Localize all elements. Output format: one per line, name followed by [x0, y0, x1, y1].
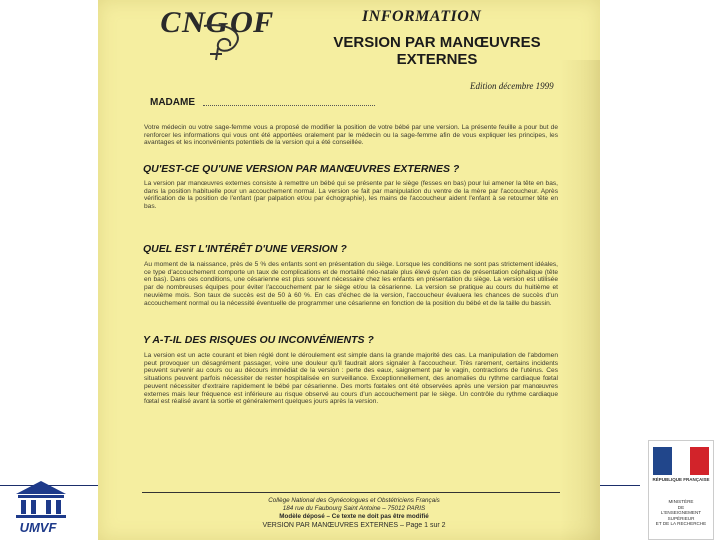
madame-label: MADAME: [150, 97, 195, 108]
section-heading-what-is: QU'EST-CE QU'UNE VERSION PAR MANŒUVRES EXTERNES ?: [143, 163, 460, 175]
information-header: INFORMATION: [362, 8, 482, 25]
republique-francaise-label: RÉPUBLIQUE FRANÇAISE: [652, 477, 710, 482]
scanned-document-page: [98, 0, 600, 540]
footer-line-page: VERSION PAR MANŒUVRES EXTERNES – Page 1 sur 2: [262, 521, 446, 529]
ministry-name: [649, 499, 713, 527]
footer-line-notice: Modèle déposé – Ce texte ne doit pas être modifié: [279, 513, 429, 521]
cngof-logo: CNGOF: [157, 6, 277, 39]
ministry-line-1: MINISTÈRE: [668, 499, 694, 504]
section-body-interest: Au moment de la naissance, près de 5 % des enfants sont en présentation du siège. Lorsque les conditions ne sont pas strictement idéales, ce type d'accouchement comporte un taux de complications et de mortalité néo-natale plus élevé qu'en cas de présentation céphalique (tête en bas). Dans ces conditions, une césarienne est plus souvent nécessaire chez les enfants en présentation du siège. La version est utilisée par de nombreuses équipes pour éviter l'accouchement par le siège et/ou la césarienne. La version se pratique au cours du huitième et neuvième mois. Son taux de succès est de 50 à 60 %. En cas d'échec de la version, l'accoucheur évaluera les chances de succès d'un accouchement normal ou la nécessité éventuelle de programmer une césarienne en fonction de la position du bébé et de la taille du bassin.: [144, 261, 558, 307]
section-body-risks: La version est un acte courant et bien réglé dont le déroulement est simple dans la grande majorité des cas. La manipulation de l'abdomen peut provoquer un désagrément passager, voire une douleur qu'il faudrait alors signaler à l'accoucheur. Très rarement, certains incidents peuvent survenir au cours ou au décours immédiat de la version : perte des eaux, saignement par le vagin, contractions de l'utérus. Ces situations peuvent parfois nécessiter de rester hospitalisée en surveillance. Exceptionnellement, des anomalies du rythme cardiaque fœtal peuvent nécessiter d'extraire rapidement le bébé par césarienne. Des morts fœtales ont été observées après une version par manœuvres externes mais leur fréquence est inférieure au risque observé au cours d'un accouchement par le siège. Un contrôle du rythme cardiaque fœtal est réalisé avant la sortie et généralement quelques jours après la version.: [144, 352, 558, 406]
footer-line-college: Collège National des Gynécologues et Obstétriciens Français: [268, 497, 440, 504]
intro-paragraph: Votre médecin ou votre sage-femme vous a proposé de modifier la position de votre bébé par une version. La présente feuille a pour but de renforcer les informations qui vous ont été apportées oralement par le médecin ou la sage-femme afin de vous expliquer les principes, les avantages et les inconvénients potentiels de la version qui a été conseillée.: [144, 124, 558, 147]
edition-date: Edition décembre 1999: [470, 81, 554, 91]
ministry-logo: [648, 440, 714, 540]
document-title: [292, 34, 582, 68]
cngof-swirl-icon: [196, 22, 256, 62]
ministry-line-3: L'ENSEIGNEMENT: [660, 510, 702, 516]
slide-rule-right: [600, 485, 640, 486]
footer-divider: [142, 492, 560, 493]
umvf-label: UMVF: [19, 520, 57, 535]
document-title-line-2: EXTERNES: [396, 51, 478, 68]
paper-fold-shadow: [560, 60, 600, 540]
section-heading-interest: QUEL EST L'INTÉRÊT D'UNE VERSION ?: [143, 243, 347, 255]
name-fill-line: [203, 105, 375, 106]
french-flag-icon: [653, 447, 709, 475]
footer-line-address: 184 rue du Faubourg Saint Antoine – 75012 PARIS: [282, 505, 426, 513]
ministry-line-4: SUPÉRIEUR: [667, 515, 695, 521]
document-footer: [218, 497, 490, 530]
section-heading-risks: Y A-T-IL DES RISQUES OU INCONVÉNIENTS ?: [143, 334, 374, 346]
ministry-line-2: DE: [677, 504, 685, 510]
ministry-line-5: ET DE LA RECHERCHE: [655, 521, 707, 527]
document-title-line-1: VERSION PAR MANŒUVRES: [333, 34, 541, 51]
section-body-what-is: La version par manœuvres externes consiste à remettre un bébé qui se présente par le siège (fesses en bas) pour lui amener la tête en bas, dans la position habituelle pour un accouchement normal. La version se fait par manipulation du ventre de la mère par l'accoucheur. Après vérification de la position de l'enfant (par palpation et/ou par échographie), les mains de l'accoucheur aident l'enfant à se retourner tête en bas.: [144, 180, 558, 211]
